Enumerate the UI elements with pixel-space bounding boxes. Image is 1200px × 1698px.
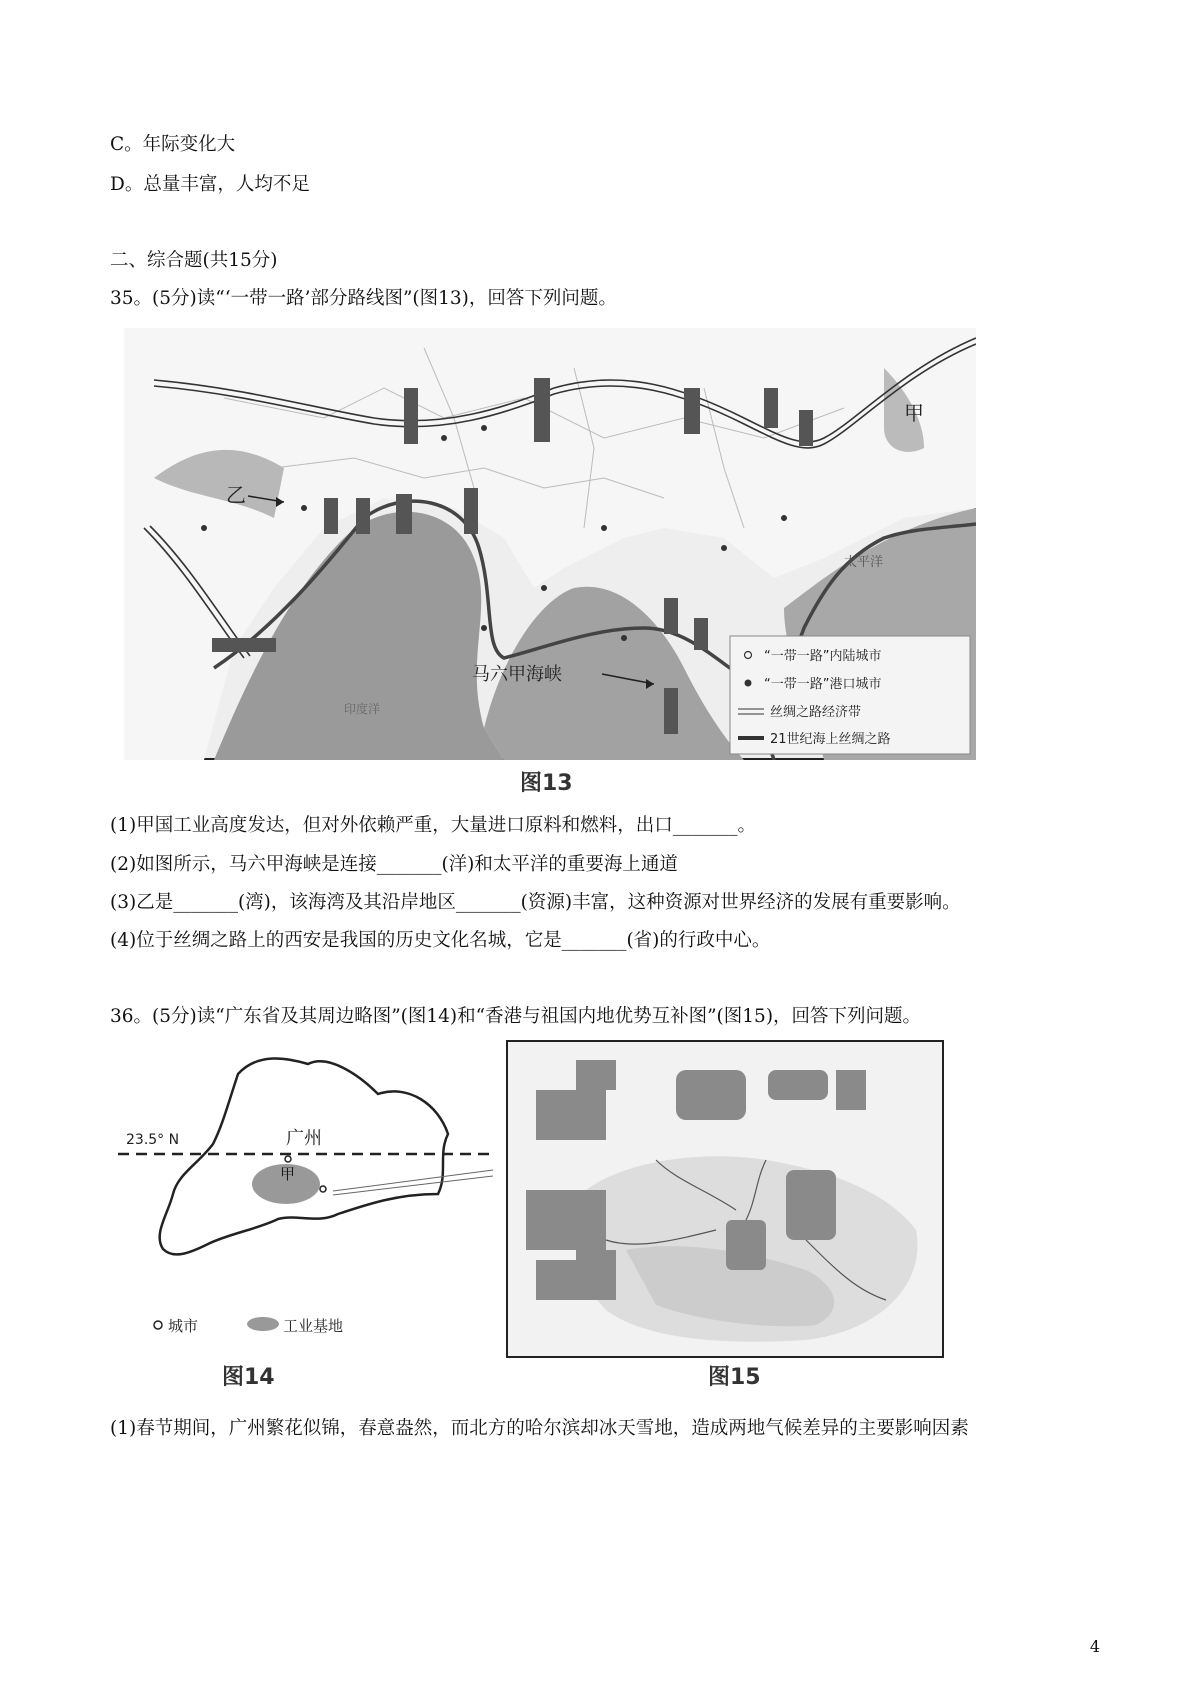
belt-road-map bbox=[124, 328, 976, 760]
label-jia: 甲 bbox=[904, 401, 924, 425]
legend-maritime-road: 21世纪海上丝绸之路 bbox=[770, 732, 891, 747]
legend-city: 城市 bbox=[168, 1317, 199, 1335]
label-pacific: 太平洋 bbox=[844, 555, 884, 570]
q35-sub3: (3)乙是_______(湾)，该海湾及其沿岸地区_______(资源)丰富，这种资源对世界经济的发展有重要影响。 bbox=[110, 892, 961, 913]
jia-label: 甲 bbox=[280, 1165, 296, 1183]
option-c: C。年际变化大 bbox=[110, 134, 236, 155]
section-title: 二、综合题(共15分) bbox=[110, 250, 278, 271]
page-number: 4 bbox=[1089, 1637, 1100, 1656]
fig14-caption: 图14 bbox=[222, 1365, 275, 1390]
legend-port-city: “一带一路”港口城市 bbox=[764, 677, 882, 692]
lat-label: 23.5° N bbox=[126, 1132, 180, 1148]
hongkong-complement-diagram bbox=[506, 1040, 944, 1358]
fig13-caption: 图13 bbox=[520, 771, 573, 796]
q35-sub2: (2)如图所示，马六甲海峡是连接_______(洋)和太平洋的重要海上通道 bbox=[110, 854, 678, 875]
legend-industrial-base: 工业基地 bbox=[283, 1317, 344, 1335]
q35-sub4: (4)位于丝绸之路上的西安是我国的历史文化名城，它是_______(省)的行政中心。 bbox=[110, 930, 771, 951]
legend-silk-belt: 丝绸之路经济带 bbox=[770, 705, 862, 720]
label-indian: 印度洋 bbox=[344, 702, 381, 716]
q36-sub1: (1)春节期间，广州繁花似锦，春意盎然，而北方的哈尔滨却冰天雪地，造成两地气候差异的主要影响因素 bbox=[110, 1418, 969, 1439]
fig15-caption: 图15 bbox=[708, 1365, 761, 1390]
label-malacca: 马六甲海峡 bbox=[472, 664, 562, 685]
q35-stem: 35。(5分)读“‘一带一路’部分路线图”(图13)，回答下列问题。 bbox=[110, 288, 617, 309]
label-yi: 乙 bbox=[226, 483, 246, 507]
q36-stem: 36。(5分)读“广东省及其周边略图”(图14)和“香港与祖国内地优势互补图”(图15)，回答下列问题。 bbox=[110, 1006, 922, 1027]
q35-sub1: (1)甲国工业高度发达，但对外依赖严重，大量进口原料和燃料，出口_______。 bbox=[110, 815, 756, 836]
guangzhou-label: 广州 bbox=[286, 1128, 322, 1149]
option-d: D。总量丰富，人均不足 bbox=[110, 174, 310, 195]
legend-inland-city: “一带一路”内陆城市 bbox=[764, 649, 882, 664]
guangdong-map bbox=[118, 1044, 498, 1354]
